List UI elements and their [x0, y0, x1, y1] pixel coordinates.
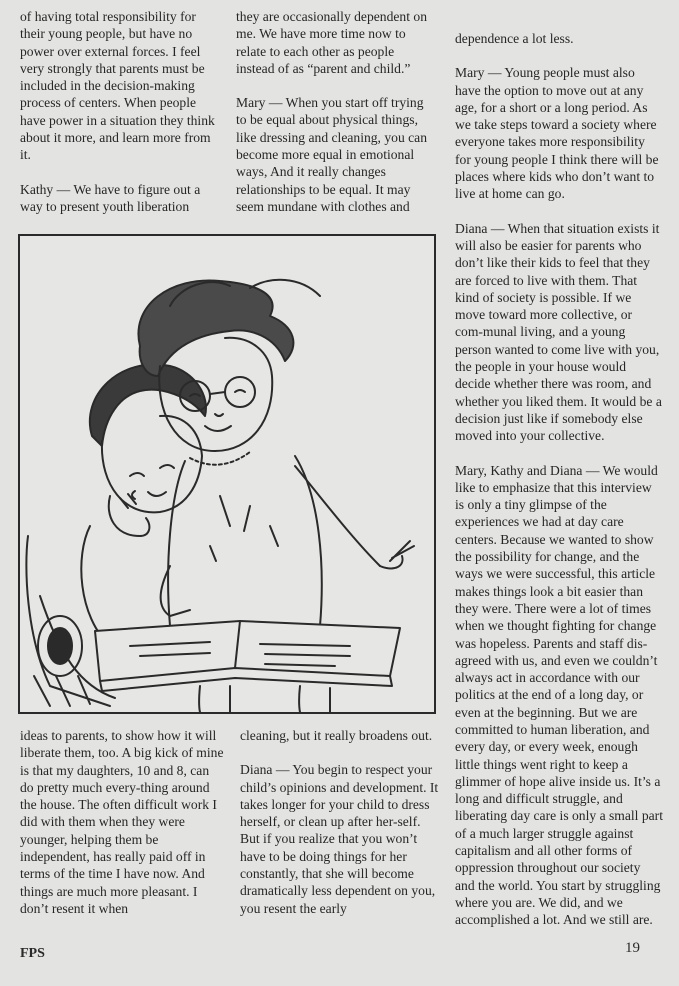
paragraph: Diana — You begin to respect your child’s opinions and development. It takes longer for your child to dress herself, or clean up after her-self. But if you realize that you won’t have to be doing things for her constantly, that she will become dramatically less dependent on you, you resent the early	[240, 762, 439, 916]
paragraph: Kathy — We have to figure out a way to present youth liberation	[20, 181, 201, 214]
paragraph: cleaning, but it really broadens out.	[240, 728, 433, 743]
illustration-two-children-reading	[18, 234, 436, 714]
column-1-bottom-text	[20, 727, 224, 917]
paragraph: ideas to parents, to show how it will liberate them, too. A big kick of mine is that my daughters, 10 and 8, can do pretty much every-thing around the house. The often difficult work I did with them when they were younger, helping them be independent, has really paid off in terms of the time I have now. And things are much more pleasant. I don’t resent it when	[20, 728, 224, 916]
paragraph: Mary — When you start off trying to be equal about physical things, like dressing and cleaning, you can become more equal in emotional ways, And it really changes relationships to be equal. It may seem mundane with clothes and	[236, 95, 428, 214]
column-3-text	[455, 30, 663, 929]
column-2-top-text	[236, 8, 436, 215]
paragraph: Diana — When that situation exists it will also be easier for parents who don’t like their kids to feel that they are forced to live with them. That kind of society is possible. If we move toward more collective, or com-munal living, and a young person wanted to come live with you, the people in your house would decide whether there was room, and whether you liked them. It would be a decision just like if somebody else moved into your collective.	[455, 220, 662, 444]
paragraph: dependence a lot less.	[455, 31, 574, 46]
paragraph: Mary — Young people must also have the option to move out at any age, for a short or a long period. As we take steps toward a society where everyone takes more responsibility for young people I think there will be places where kids who don’t want to live at home can go.	[455, 65, 659, 202]
column-2-bottom-text	[240, 727, 440, 917]
paragraph: Mary, Kathy and Diana — We would like to emphasize that this interview is only a tiny glimpse of the experiences we had at day care centers. Because we wanted to show the possibility for change, and the ways we were successful, this article makes things look a bit easier than they were. There were a lot of times when we thought fighting for change was hopeless. Parents and staff dis-agreed with us, and even we couldn’t always act in accordance with our politics at the end of a long day, or even at the beginning. But we are committed to human liberation, and every day, or every week, enough little things went right to keep a glimmer of hope alive inside us. It’s a long and difficult struggle, and liberating day care is only a small part of a much larger struggle against capitalism and all other forms of oppression throughout our society and the world. You start by struggling where you are. We did, and we accomplished a lot. And we still are.	[455, 462, 663, 928]
paragraph: of having total responsibility for their young people, but have no power over external forces. I feel very strongly that parents must be included in the decision-making process of centers. When people have power in a situation they think about it more, and learn more from it.	[20, 9, 215, 163]
paragraph: they are occasionally dependent on me. We have more time now to relate to each other as people instead of as “parent and child.”	[236, 9, 427, 76]
page-number: 19	[625, 940, 640, 956]
footer-publisher: FPS	[20, 946, 45, 961]
column-1-top-text	[20, 8, 224, 215]
